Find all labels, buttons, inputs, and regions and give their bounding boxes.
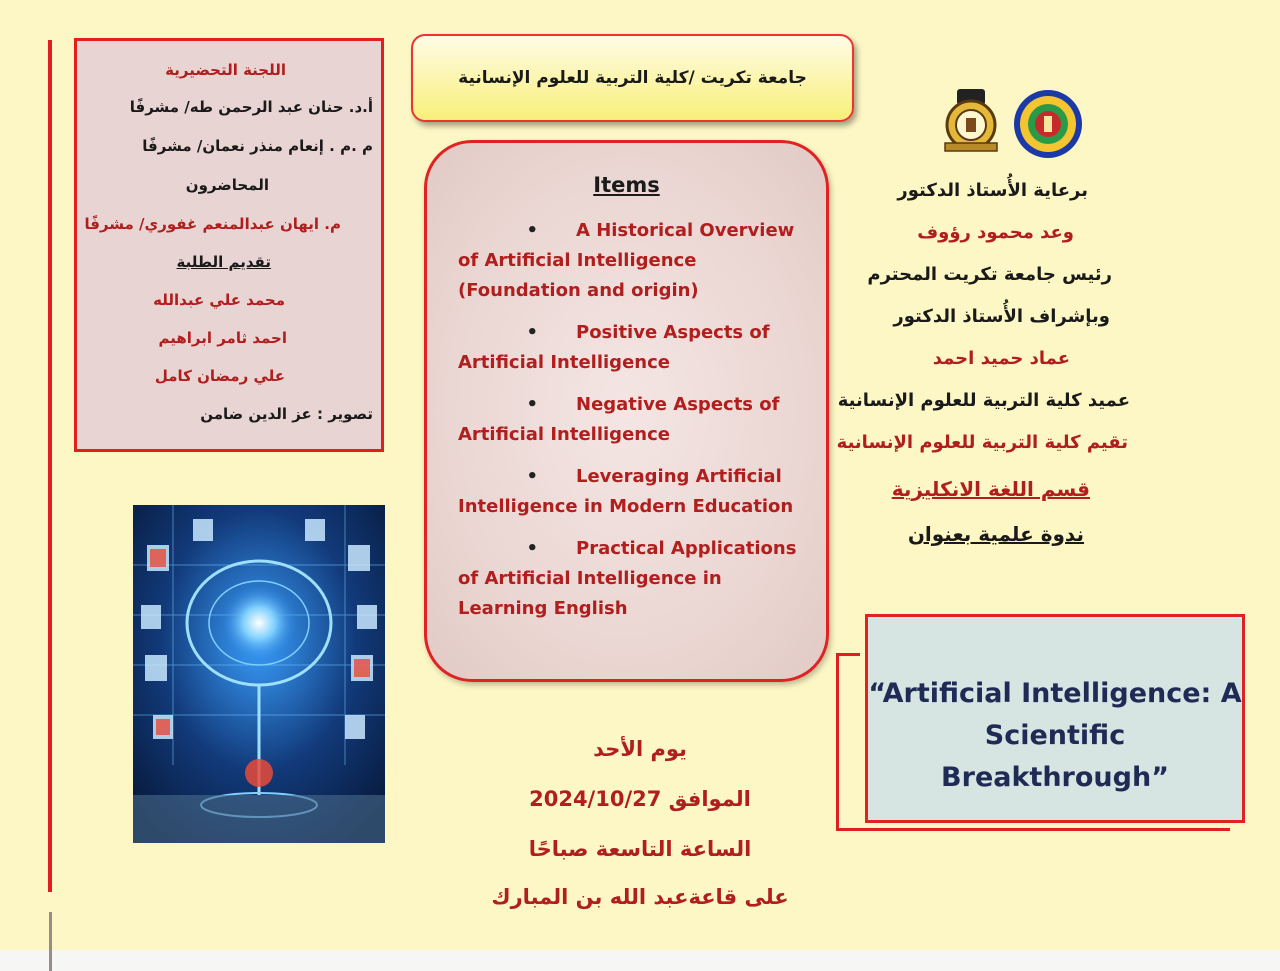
title-frame-top <box>836 653 860 656</box>
photography-credit: تصوير : عز الدين ضامن <box>200 405 373 423</box>
title-frame-left <box>836 653 839 831</box>
committee-title: اللجنة التحضيرية <box>165 61 286 79</box>
items-box <box>424 140 829 682</box>
organizer-line: تقيم كلية التربية للعلوم الإنسانية <box>836 432 1128 453</box>
seminar-title-box <box>865 614 1245 823</box>
patronage-line: برعاية الأُستاذ الدكتور <box>897 180 1088 201</box>
item-4-first: Leveraging Artificial <box>576 466 782 487</box>
bullet: • <box>526 466 538 487</box>
event-day: يوم الأحد <box>593 737 687 761</box>
university-seal-icon <box>1012 88 1084 160</box>
bullet: • <box>526 538 538 559</box>
event-date: الموافق 2024/10/27 <box>529 787 751 811</box>
item-1-first: A Historical Overview <box>576 220 795 241</box>
committee-supervisor-2: م .م . إنعام منذر نعمان/ مشرفًا <box>142 137 373 155</box>
seminar-label: ندوة علمية بعنوان <box>907 522 1084 546</box>
dean-title: عميد كلية التربية للعلوم الإنسانية <box>837 390 1130 411</box>
item-1-rest: of Artificial Intelligence (Foundation and origin) <box>458 250 699 301</box>
university-header-box <box>411 34 854 122</box>
bullet: • <box>526 220 538 241</box>
committee-box <box>74 38 384 452</box>
department-line: قسم اللغة الانكليزية <box>891 477 1090 501</box>
college-emblem-icon <box>935 85 1007 157</box>
event-time: الساعة التاسعة صباحًا <box>528 837 752 861</box>
event-venue: على قاعةعبد الله بن المبارك <box>491 885 789 909</box>
ai-brain-illustration <box>133 505 385 843</box>
committee-supervisor-1: أ.د. حنان عبد الرحمن طه/ مشرفًا <box>129 98 373 116</box>
president-name: وعد محمود رؤوف <box>917 222 1074 243</box>
university-name: جامعة تكريت /كلية التربية للعلوم الإنسانية <box>458 68 807 88</box>
item-2-first: Positive Aspects of <box>576 322 770 343</box>
president-title: رئيس جامعة تكريت المحترم <box>867 264 1112 285</box>
bullet: • <box>526 322 538 343</box>
students-label: تقديم الطلبة <box>176 253 271 271</box>
student-3: علي رمضان كامل <box>154 367 285 385</box>
bottom-strip <box>0 950 1280 971</box>
item-1 <box>458 216 808 306</box>
items-title: Items <box>593 173 660 197</box>
item-2 <box>458 318 808 378</box>
item-5 <box>458 534 808 624</box>
title-frame-bottom <box>836 828 1230 831</box>
lecturer-1: م. ايهان عبدالمنعم غفوري/ مشرفًا <box>84 215 341 233</box>
supervision-line: وبإشراف الأُستاذ الدكتور <box>893 306 1110 327</box>
student-1: محمد علي عبدالله <box>153 291 285 309</box>
item-3-rest: Artificial Intelligence <box>458 424 670 445</box>
dean-name: عماد حميد احمد <box>932 348 1070 369</box>
item-3-first: Negative Aspects of <box>576 394 780 415</box>
item-4 <box>458 462 808 522</box>
lecturers-label: المحاضرون <box>185 176 269 194</box>
item-5-first: Practical Applications <box>576 538 797 559</box>
item-4-rest: Intelligence in Modern Education <box>458 496 794 517</box>
bullet: • <box>526 394 538 415</box>
student-2: احمد ثامر ابراهيم <box>158 329 287 347</box>
item-5-rest: of Artificial Intelligence in Learning English <box>458 568 722 619</box>
left-border-line <box>48 40 52 892</box>
item-3 <box>458 390 808 450</box>
seminar-title: “Artificial Intelligence: A Scientific Breakthrough” <box>868 678 1242 793</box>
item-2-rest: Artificial Intelligence <box>458 352 670 373</box>
left-border-line-tail <box>49 912 52 971</box>
